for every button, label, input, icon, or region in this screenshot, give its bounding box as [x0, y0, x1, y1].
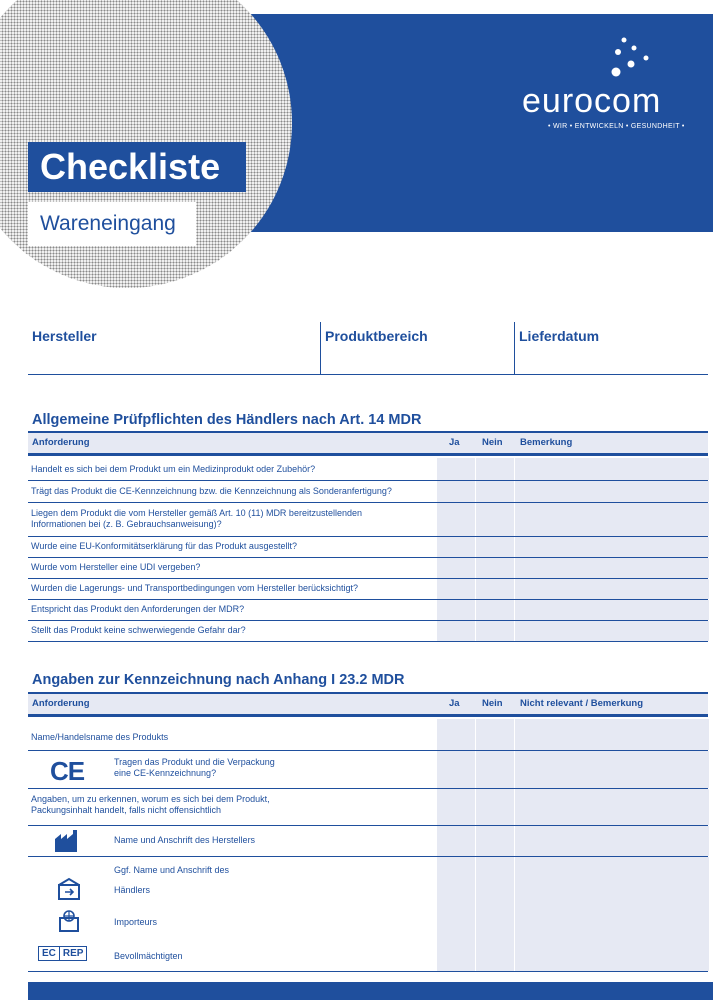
nein-cell[interactable]: [475, 600, 514, 620]
table-row: [28, 458, 708, 481]
nein-cell[interactable]: [475, 579, 514, 599]
table-row: [28, 789, 708, 826]
bemerkung-cell[interactable]: [514, 579, 709, 599]
logo-wordmark: eurocom: [522, 82, 662, 120]
table-row: [28, 481, 708, 503]
logo-dots-icon: [604, 34, 664, 84]
col-anforderung: Anforderung: [32, 437, 90, 448]
col-bemerkung: Bemerkung: [520, 437, 573, 448]
nein-cell[interactable]: [475, 537, 514, 557]
col-nicht-relevant: Nicht relevant / Bemerkung: [520, 698, 644, 709]
section1-title: Allgemeine Prüfpflichten des Händlers nach Art. 14 MDR: [32, 412, 422, 428]
col-nein: Nein: [482, 698, 503, 709]
ce-mark-icon: CE: [50, 756, 85, 786]
ja-cell[interactable]: [436, 503, 475, 536]
table-row: [28, 751, 708, 789]
field-lieferdatum[interactable]: Lieferdatum: [514, 322, 708, 374]
info-row: [28, 322, 708, 375]
col-ja: Ja: [449, 437, 460, 448]
ja-cell[interactable]: [436, 558, 475, 578]
table-row: [28, 579, 708, 600]
table-row: [28, 503, 708, 537]
question: Name/Handelsname des Produkts: [31, 732, 169, 742]
bemerkung-cell[interactable]: [514, 857, 709, 971]
ja-cell[interactable]: [436, 621, 475, 641]
question-cont: eine CE-Kennzeichnung?: [114, 768, 217, 778]
table-row: [28, 537, 708, 558]
question: Wurde vom Hersteller eine UDI vergeben?: [31, 562, 201, 572]
table-row: [28, 826, 708, 857]
ec-rep-icon: [38, 946, 87, 961]
ec-label: EC: [42, 948, 56, 959]
nein-cell[interactable]: [475, 558, 514, 578]
rep-label: REP: [59, 947, 87, 960]
ja-cell[interactable]: [436, 789, 475, 825]
bemerkung-cell[interactable]: [514, 600, 709, 620]
bemerkung-cell[interactable]: [514, 751, 709, 788]
col-nein: Nein: [482, 437, 503, 448]
distributor-icon: [56, 877, 82, 901]
field-produktbereich[interactable]: Produktbereich: [320, 322, 514, 374]
question: Bevollmächtigten: [114, 951, 183, 961]
section1-table-head: [28, 431, 708, 456]
nein-cell[interactable]: [475, 751, 514, 788]
question: Ggf. Name und Anschrift des: [114, 865, 230, 875]
page-title: Checkliste: [28, 142, 246, 192]
bemerkung-cell[interactable]: [514, 789, 709, 825]
ja-cell[interactable]: [436, 458, 475, 480]
table-row: [28, 621, 708, 642]
table-row: [28, 719, 708, 751]
col-ja: Ja: [449, 698, 460, 709]
nein-cell[interactable]: [475, 789, 514, 825]
question-cont: Informationen bei (z. B. Gebrauchsanweisung)?: [31, 519, 222, 529]
bemerkung-cell[interactable]: [514, 826, 709, 856]
question: Angaben, um zu erkennen, worum es sich bei dem Produkt,: [31, 794, 270, 804]
bemerkung-cell[interactable]: [514, 481, 709, 502]
question: Händlers: [114, 885, 151, 895]
question: Liegen dem Produkt die vom Hersteller gemäß Art. 10 (11) MDR bereitzustellenden: [31, 508, 362, 518]
bemerkung-cell[interactable]: [514, 503, 709, 536]
ja-cell[interactable]: [436, 719, 475, 750]
ja-cell[interactable]: [436, 579, 475, 599]
nein-cell[interactable]: [475, 857, 514, 971]
field-hersteller[interactable]: Hersteller: [32, 328, 97, 344]
bemerkung-cell[interactable]: [514, 621, 709, 641]
question: Name und Anschrift des Herstellers: [114, 835, 256, 845]
question: Handelt es sich bei dem Produkt um ein Medizinprodukt oder Zubehör?: [31, 464, 316, 474]
page-subtitle: Wareneingang: [28, 202, 196, 246]
logo-tagline: • WIR • ENTWICKELN • GESUNDHEIT •: [548, 123, 685, 130]
ja-cell[interactable]: [436, 857, 475, 971]
table-row: [28, 857, 708, 972]
question: Wurde eine EU-Konformitätserklärung für das Produkt ausgestellt?: [31, 541, 297, 551]
col-anforderung: Anforderung: [32, 698, 90, 709]
nein-cell[interactable]: [475, 621, 514, 641]
manufacturer-icon: [54, 829, 80, 853]
question: Stellt das Produkt keine schwerwiegende Gefahr dar?: [31, 625, 246, 635]
question-cont: Packungsinhalt handelt, falls nicht offensichtlich: [31, 805, 221, 815]
nein-cell[interactable]: [475, 503, 514, 536]
table-row: [28, 600, 708, 621]
ja-cell[interactable]: [436, 600, 475, 620]
ja-cell[interactable]: [436, 537, 475, 557]
ja-cell[interactable]: [436, 481, 475, 502]
nein-cell[interactable]: [475, 719, 514, 750]
ja-cell[interactable]: [436, 751, 475, 788]
nein-cell[interactable]: [475, 826, 514, 856]
question: Entspricht das Produkt den Anforderungen der MDR?: [31, 604, 245, 614]
question: Tragen das Produkt und die Verpackung: [114, 757, 275, 767]
section2-table-head: [28, 692, 708, 717]
importer-icon: [56, 909, 82, 933]
footer-band: [28, 982, 713, 1000]
bemerkung-cell[interactable]: [514, 558, 709, 578]
question: Importeurs: [114, 917, 158, 927]
nein-cell[interactable]: [475, 481, 514, 502]
question: Trägt das Produkt die CE-Kennzeichnung bzw. die Kennzeichnung als Sonderanfertigung?: [31, 486, 392, 496]
ja-cell[interactable]: [436, 826, 475, 856]
table-row: [28, 558, 708, 579]
section2-title: Angaben zur Kennzeichnung nach Anhang I 23.2 MDR: [32, 672, 405, 688]
question: Wurden die Lagerungs- und Transportbedingungen vom Hersteller berücksichtigt?: [31, 583, 359, 593]
bemerkung-cell[interactable]: [514, 458, 709, 480]
bemerkung-cell[interactable]: [514, 719, 709, 750]
bemerkung-cell[interactable]: [514, 537, 709, 557]
nein-cell[interactable]: [475, 458, 514, 480]
